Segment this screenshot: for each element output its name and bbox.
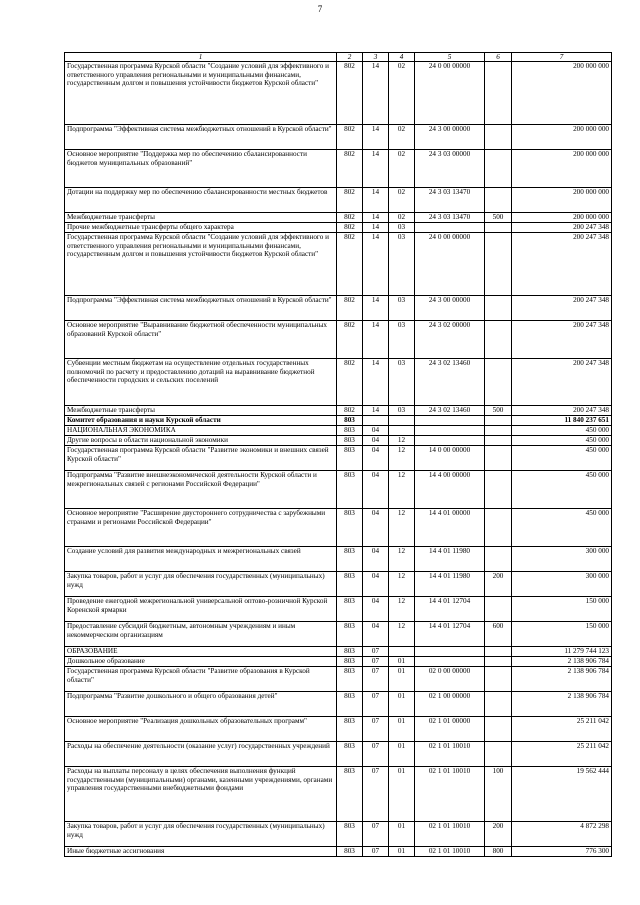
table-row bbox=[65, 847, 612, 857]
cell-name: Прочие межбюджетные трансферты общего характера bbox=[65, 223, 337, 233]
cell-sum: 2 138 906 784 bbox=[512, 692, 612, 717]
cell-pr: 12 bbox=[389, 597, 415, 622]
cell-name: Подпрограмма "Развитие внешнеэкономической деятельности Курской области и межрегиональных связей с регионами Российской Федерации" bbox=[65, 471, 337, 509]
cell-vr bbox=[485, 657, 512, 667]
header-cell: 5 bbox=[415, 53, 485, 62]
cell-pr: 02 bbox=[389, 188, 415, 213]
cell-csr: 24 3 02 13460 bbox=[415, 406, 485, 416]
cell-sum: 11 279 744 123 bbox=[512, 647, 612, 657]
table-row bbox=[65, 767, 612, 822]
table-row bbox=[65, 657, 612, 667]
cell-csr: 14 0 00 00000 bbox=[415, 446, 485, 471]
cell-name: Государственная программа Курской области "Развитие образования в Курской области" bbox=[65, 667, 337, 692]
cell-csr: 02 1 01 10010 bbox=[415, 742, 485, 767]
cell-vr bbox=[485, 647, 512, 657]
cell-pr: 02 bbox=[389, 62, 415, 125]
cell-rz: 07 bbox=[363, 742, 389, 767]
cell-pr: 03 bbox=[389, 359, 415, 406]
cell-grbs: 803 bbox=[337, 509, 363, 547]
cell-grbs: 803 bbox=[337, 446, 363, 471]
cell-pr: 01 bbox=[389, 767, 415, 822]
cell-csr: 24 3 03 00000 bbox=[415, 150, 485, 188]
cell-rz: 04 bbox=[363, 446, 389, 471]
cell-name: Создание условий для развития международных и межрегиональных связей bbox=[65, 547, 337, 572]
cell-name: Закупка товаров, работ и услуг для обеспечения государственных (муниципальных) нужд bbox=[65, 822, 337, 847]
cell-name: Предоставление субсидий бюджетным, автономным учреждениям и иным некоммерческим организациям bbox=[65, 622, 337, 647]
table-row bbox=[65, 717, 612, 742]
cell-sum: 450 000 bbox=[512, 436, 612, 446]
table-row bbox=[65, 125, 612, 150]
cell-name: Государственная программа Курской области "Создание условий для эффективного и ответственного управления региональными и муниципальными финансами, государственным долгом и повышения устойчивости бюджетов Курской области" bbox=[65, 62, 337, 125]
cell-pr: 01 bbox=[389, 692, 415, 717]
cell-grbs: 802 bbox=[337, 125, 363, 150]
table-row bbox=[65, 597, 612, 622]
table-row bbox=[65, 213, 612, 223]
cell-sum: 200 000 000 bbox=[512, 125, 612, 150]
cell-grbs: 802 bbox=[337, 296, 363, 321]
cell-grbs: 803 bbox=[337, 426, 363, 436]
cell-grbs: 803 bbox=[337, 471, 363, 509]
cell-csr: 02 1 01 00000 bbox=[415, 717, 485, 742]
table-row bbox=[65, 547, 612, 572]
cell-sum: 200 247 348 bbox=[512, 223, 612, 233]
cell-name: Основное мероприятие "Выравнивание бюджетной обеспеченности муниципальных образований Курской области" bbox=[65, 321, 337, 359]
cell-csr bbox=[415, 436, 485, 446]
cell-csr: 14 4 01 00000 bbox=[415, 509, 485, 547]
cell-grbs: 803 bbox=[337, 436, 363, 446]
cell-rz: 14 bbox=[363, 233, 389, 296]
cell-csr: 24 0 00 00000 bbox=[415, 233, 485, 296]
table-row bbox=[65, 471, 612, 509]
cell-sum: 450 000 bbox=[512, 426, 612, 436]
cell-grbs: 802 bbox=[337, 359, 363, 406]
header-cell: 7 bbox=[512, 53, 612, 62]
cell-grbs: 803 bbox=[337, 692, 363, 717]
cell-rz: 04 bbox=[363, 509, 389, 547]
cell-csr: 24 3 00 00000 bbox=[415, 125, 485, 150]
cell-vr: 500 bbox=[485, 406, 512, 416]
header-cell: 2 bbox=[337, 53, 363, 62]
cell-grbs: 803 bbox=[337, 547, 363, 572]
cell-grbs: 802 bbox=[337, 406, 363, 416]
cell-rz: 04 bbox=[363, 572, 389, 597]
cell-name: Государственная программа Курской области "Развитие экономики и внешних связей Курской области" bbox=[65, 446, 337, 471]
cell-rz: 07 bbox=[363, 692, 389, 717]
cell-grbs: 802 bbox=[337, 213, 363, 223]
cell-csr: 14 4 00 00000 bbox=[415, 471, 485, 509]
cell-grbs: 802 bbox=[337, 321, 363, 359]
table-row bbox=[65, 233, 612, 296]
cell-csr bbox=[415, 416, 485, 426]
cell-sum: 450 000 bbox=[512, 446, 612, 471]
cell-pr: 03 bbox=[389, 296, 415, 321]
cell-pr bbox=[389, 426, 415, 436]
cell-grbs: 803 bbox=[337, 767, 363, 822]
cell-pr: 01 bbox=[389, 742, 415, 767]
cell-vr bbox=[485, 426, 512, 436]
cell-rz: 14 bbox=[363, 188, 389, 213]
cell-grbs: 803 bbox=[337, 742, 363, 767]
cell-grbs: 803 bbox=[337, 847, 363, 857]
cell-name: Основное мероприятие "Реализация дошкольных образовательных программ" bbox=[65, 717, 337, 742]
cell-pr: 12 bbox=[389, 572, 415, 597]
cell-sum: 150 000 bbox=[512, 597, 612, 622]
cell-rz: 14 bbox=[363, 150, 389, 188]
cell-vr: 800 bbox=[485, 847, 512, 857]
budget-table bbox=[64, 52, 612, 857]
cell-csr bbox=[415, 426, 485, 436]
cell-grbs: 802 bbox=[337, 188, 363, 213]
cell-pr: 02 bbox=[389, 125, 415, 150]
cell-rz: 14 bbox=[363, 213, 389, 223]
table-row bbox=[65, 406, 612, 416]
cell-name: НАЦИОНАЛЬНАЯ ЭКОНОМИКА bbox=[65, 426, 337, 436]
cell-vr bbox=[485, 667, 512, 692]
table-row bbox=[65, 742, 612, 767]
cell-vr bbox=[485, 597, 512, 622]
table-row bbox=[65, 622, 612, 647]
cell-vr: 200 bbox=[485, 572, 512, 597]
cell-vr bbox=[485, 436, 512, 446]
cell-rz: 14 bbox=[363, 62, 389, 125]
cell-grbs: 803 bbox=[337, 667, 363, 692]
cell-pr: 01 bbox=[389, 657, 415, 667]
cell-vr bbox=[485, 223, 512, 233]
table-row bbox=[65, 150, 612, 188]
cell-sum: 200 247 348 bbox=[512, 321, 612, 359]
cell-grbs: 802 bbox=[337, 223, 363, 233]
cell-rz: 14 bbox=[363, 223, 389, 233]
cell-name: Межбюджетные трансферты bbox=[65, 406, 337, 416]
cell-sum: 200 247 348 bbox=[512, 406, 612, 416]
cell-sum: 200 247 348 bbox=[512, 359, 612, 406]
cell-vr bbox=[485, 150, 512, 188]
cell-vr: 500 bbox=[485, 213, 512, 223]
cell-csr: 24 3 03 13470 bbox=[415, 188, 485, 213]
cell-grbs: 802 bbox=[337, 150, 363, 188]
cell-csr: 14 4 01 12704 bbox=[415, 597, 485, 622]
cell-csr bbox=[415, 657, 485, 667]
cell-vr: 100 bbox=[485, 767, 512, 822]
cell-pr: 12 bbox=[389, 471, 415, 509]
cell-pr: 12 bbox=[389, 436, 415, 446]
table-row bbox=[65, 692, 612, 717]
cell-csr: 24 3 00 00000 bbox=[415, 296, 485, 321]
cell-vr bbox=[485, 547, 512, 572]
table-row bbox=[65, 436, 612, 446]
page-number: 7 bbox=[317, 4, 323, 14]
cell-csr: 02 0 00 00000 bbox=[415, 667, 485, 692]
cell-csr: 02 1 01 10010 bbox=[415, 847, 485, 857]
cell-pr: 02 bbox=[389, 213, 415, 223]
cell-csr: 02 1 00 00000 bbox=[415, 692, 485, 717]
cell-csr: 24 3 03 13470 bbox=[415, 213, 485, 223]
cell-sum: 300 000 bbox=[512, 547, 612, 572]
cell-sum: 200 000 000 bbox=[512, 150, 612, 188]
cell-sum: 450 000 bbox=[512, 509, 612, 547]
table-row bbox=[65, 446, 612, 471]
cell-name: Основное мероприятие "Поддержка мер по обеспечению сбалансированности бюджетов муниципальных образований" bbox=[65, 150, 337, 188]
cell-pr: 12 bbox=[389, 547, 415, 572]
cell-pr: 02 bbox=[389, 150, 415, 188]
cell-vr: 600 bbox=[485, 622, 512, 647]
cell-pr: 03 bbox=[389, 406, 415, 416]
cell-grbs: 803 bbox=[337, 717, 363, 742]
table-row bbox=[65, 223, 612, 233]
cell-sum: 200 000 000 bbox=[512, 188, 612, 213]
cell-vr bbox=[485, 296, 512, 321]
cell-sum: 2 138 906 784 bbox=[512, 657, 612, 667]
cell-csr: 24 0 00 00000 bbox=[415, 62, 485, 125]
cell-name: Основное мероприятие "Расширение двустороннего сотрудничества с зарубежными странами и регионами Российской Федерации" bbox=[65, 509, 337, 547]
cell-name: ОБРАЗОВАНИЕ bbox=[65, 647, 337, 657]
table-row bbox=[65, 188, 612, 213]
cell-grbs: 803 bbox=[337, 597, 363, 622]
cell-csr bbox=[415, 647, 485, 657]
cell-rz: 07 bbox=[363, 717, 389, 742]
cell-sum: 200 247 348 bbox=[512, 296, 612, 321]
cell-name: Государственная программа Курской области "Создание условий для эффективного и ответственного управления региональными и муниципальными финансами, государственным долгом и повышения устойчивости бюджетов Курской области" bbox=[65, 233, 337, 296]
cell-name: Иные бюджетные ассигнования bbox=[65, 847, 337, 857]
cell-sum: 200 000 000 bbox=[512, 62, 612, 125]
table-row bbox=[65, 426, 612, 436]
cell-csr: 24 3 02 00000 bbox=[415, 321, 485, 359]
cell-name: Расходы на обеспечение деятельности (оказание услуг) государственных учреждений bbox=[65, 742, 337, 767]
cell-vr bbox=[485, 62, 512, 125]
cell-sum: 300 000 bbox=[512, 572, 612, 597]
cell-pr: 03 bbox=[389, 321, 415, 359]
cell-sum: 25 211 042 bbox=[512, 742, 612, 767]
cell-rz: 07 bbox=[363, 767, 389, 822]
cell-vr bbox=[485, 742, 512, 767]
cell-rz: 07 bbox=[363, 667, 389, 692]
table-row bbox=[65, 62, 612, 125]
cell-vr bbox=[485, 188, 512, 213]
cell-rz: 04 bbox=[363, 436, 389, 446]
cell-csr: 02 1 01 10010 bbox=[415, 822, 485, 847]
cell-pr: 03 bbox=[389, 223, 415, 233]
table-row bbox=[65, 822, 612, 847]
cell-vr bbox=[485, 416, 512, 426]
cell-sum: 19 562 444 bbox=[512, 767, 612, 822]
cell-pr: 01 bbox=[389, 847, 415, 857]
cell-vr bbox=[485, 692, 512, 717]
cell-rz: 04 bbox=[363, 547, 389, 572]
cell-rz: 14 bbox=[363, 321, 389, 359]
cell-name: Дотации на поддержку мер по обеспечению сбалансированности местных бюджетов bbox=[65, 188, 337, 213]
cell-grbs: 802 bbox=[337, 233, 363, 296]
cell-name: Межбюджетные трансферты bbox=[65, 213, 337, 223]
cell-csr bbox=[415, 223, 485, 233]
cell-vr bbox=[485, 446, 512, 471]
table-row bbox=[65, 321, 612, 359]
cell-pr: 12 bbox=[389, 446, 415, 471]
header-cell: 3 bbox=[363, 53, 389, 62]
cell-csr: 02 1 01 10010 bbox=[415, 767, 485, 822]
table-row bbox=[65, 572, 612, 597]
cell-vr: 200 bbox=[485, 822, 512, 847]
cell-rz: 07 bbox=[363, 847, 389, 857]
cell-sum: 25 211 042 bbox=[512, 717, 612, 742]
header-cell: 6 bbox=[485, 53, 512, 62]
header-cell: 4 bbox=[389, 53, 415, 62]
cell-sum: 11 840 237 651 bbox=[512, 416, 612, 426]
cell-rz: 04 bbox=[363, 426, 389, 436]
cell-rz: 07 bbox=[363, 822, 389, 847]
cell-pr: 01 bbox=[389, 667, 415, 692]
cell-grbs: 803 bbox=[337, 822, 363, 847]
cell-vr bbox=[485, 471, 512, 509]
cell-grbs: 803 bbox=[337, 572, 363, 597]
table-row bbox=[65, 647, 612, 657]
cell-grbs: 802 bbox=[337, 62, 363, 125]
cell-rz: 14 bbox=[363, 406, 389, 416]
table-header-row bbox=[65, 53, 612, 62]
cell-csr: 14 4 01 11980 bbox=[415, 547, 485, 572]
cell-sum: 200 000 000 bbox=[512, 213, 612, 223]
cell-csr: 24 3 02 13460 bbox=[415, 359, 485, 406]
cell-vr bbox=[485, 321, 512, 359]
cell-csr: 14 4 01 11980 bbox=[415, 572, 485, 597]
cell-rz: 04 bbox=[363, 471, 389, 509]
cell-name: Субвенции местным бюджетам на осуществление отдельных государственных полномочий по расчету и предоставлению дотаций на выравнивание бюджетной обеспеченности городских и сельских поселений bbox=[65, 359, 337, 406]
cell-grbs: 803 bbox=[337, 622, 363, 647]
cell-name: Комитет образования и науки Курской области bbox=[65, 416, 337, 426]
cell-pr: 01 bbox=[389, 717, 415, 742]
cell-rz: 14 bbox=[363, 296, 389, 321]
cell-rz: 07 bbox=[363, 647, 389, 657]
cell-rz bbox=[363, 416, 389, 426]
cell-name: Другие вопросы в области национальной экономики bbox=[65, 436, 337, 446]
cell-vr bbox=[485, 359, 512, 406]
cell-name: Подпрограмма "Развитие дошкольного и общего образования детей" bbox=[65, 692, 337, 717]
cell-name: Закупка товаров, работ и услуг для обеспечения государственных (муниципальных) нужд bbox=[65, 572, 337, 597]
cell-pr bbox=[389, 416, 415, 426]
header-cell: 1 bbox=[65, 53, 337, 62]
cell-grbs: 803 bbox=[337, 657, 363, 667]
cell-sum: 2 138 906 784 bbox=[512, 667, 612, 692]
cell-sum: 450 000 bbox=[512, 471, 612, 509]
cell-vr bbox=[485, 233, 512, 296]
cell-vr bbox=[485, 717, 512, 742]
table-row bbox=[65, 416, 612, 426]
table-row bbox=[65, 296, 612, 321]
cell-name: Подпрограмма "Эффективная система межбюджетных отношений в Курской области" bbox=[65, 125, 337, 150]
cell-rz: 14 bbox=[363, 359, 389, 406]
cell-pr: 03 bbox=[389, 233, 415, 296]
cell-sum: 200 247 348 bbox=[512, 233, 612, 296]
cell-csr: 14 4 01 12704 bbox=[415, 622, 485, 647]
cell-pr bbox=[389, 647, 415, 657]
cell-pr: 12 bbox=[389, 509, 415, 547]
cell-grbs: 803 bbox=[337, 416, 363, 426]
cell-pr: 12 bbox=[389, 622, 415, 647]
cell-sum: 776 300 bbox=[512, 847, 612, 857]
cell-grbs: 803 bbox=[337, 647, 363, 657]
cell-name: Расходы на выплаты персоналу в целях обеспечения выполнения функций государственными (муниципальными) органами, казенными учреждениями, органами управления государственными внебюджетными фондами bbox=[65, 767, 337, 822]
cell-sum: 150 000 bbox=[512, 622, 612, 647]
table-row bbox=[65, 509, 612, 547]
cell-rz: 04 bbox=[363, 597, 389, 622]
cell-rz: 14 bbox=[363, 125, 389, 150]
cell-name: Дошкольное образование bbox=[65, 657, 337, 667]
cell-pr: 01 bbox=[389, 822, 415, 847]
cell-vr bbox=[485, 125, 512, 150]
cell-vr bbox=[485, 509, 512, 547]
cell-rz: 04 bbox=[363, 622, 389, 647]
cell-rz: 07 bbox=[363, 657, 389, 667]
cell-name: Подпрограмма "Эффективная система межбюджетных отношений в Курской области" bbox=[65, 296, 337, 321]
table-row bbox=[65, 667, 612, 692]
cell-name: Проведение ежегодной межрегиональной универсальной оптово-розничной Курской Коренской ярмарки bbox=[65, 597, 337, 622]
cell-sum: 4 872 298 bbox=[512, 822, 612, 847]
table-row bbox=[65, 359, 612, 406]
